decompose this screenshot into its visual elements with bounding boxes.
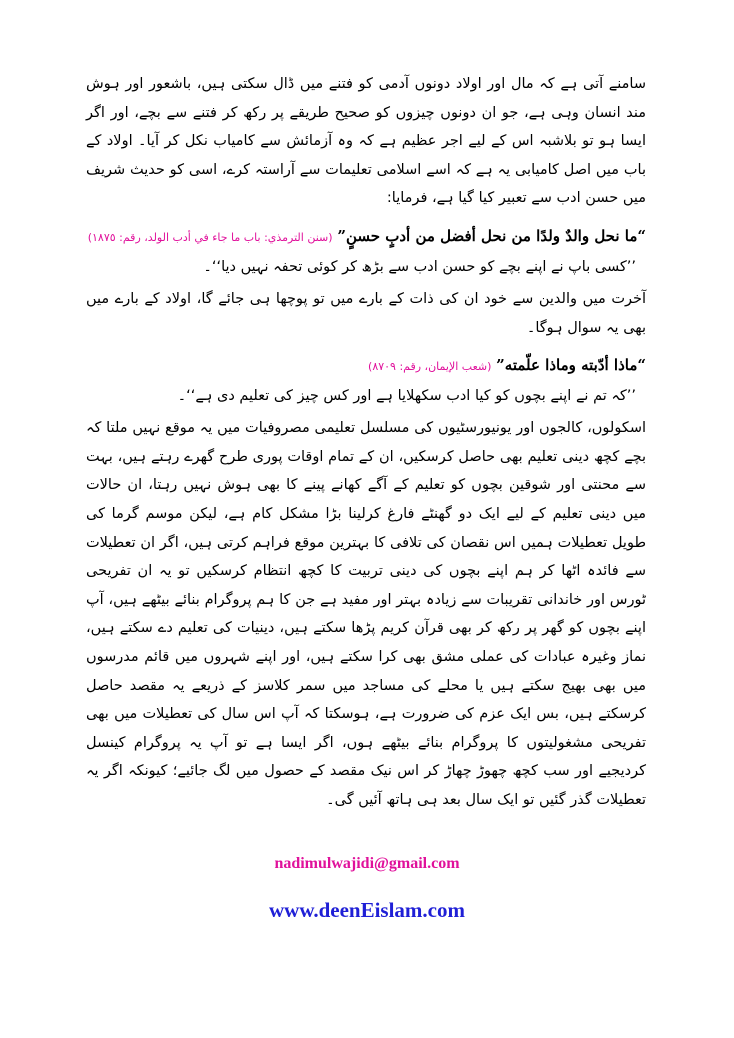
hadith-quote-1 xyxy=(86,221,646,253)
paragraph-intro: سامنے آتی ہے کہ مال اور اولاد دونوں آدمی کو فتنے میں ڈال سکتی ہیں، باشعور اور ہوش مند انسان وہی ہے، جو ان دونوں چیزوں کو صحیح طریقے پر رکھ کر فتنے سے بچے، اور اگر ایسا ہو تو بلاشبہ اس کے لیے اجر عظیم ہے کہ وہ آزمائش سے کامیاب نکل کر آیا۔ اولاد کے باب میں اصل کامیابی یہ ہے کہ اسے اسلامی تعلیمات سے آراستہ کرے، اسی کو حدیث شریف میں حسن ادب سے تعبیر کیا گیا ہے، فرمایا: xyxy=(86,76,646,207)
website-link[interactable]: www.deenEislam.com xyxy=(269,898,465,922)
paragraph-akhirat: آخرت میں والدین سے خود ان کی ذات کے بارے میں تو پوچھا ہی جائے گا، اولاد کے بارے میں بھی یہ سوال ہوگا۔ xyxy=(86,290,646,336)
author-email[interactable]: nadimulwajidi@gmail.com xyxy=(274,855,460,872)
hadith-arabic-2: “ماذا أدّبته وماذا علّمته” xyxy=(496,356,646,375)
hadith-reference-1: (سنن الترمذي: باب ما جاء في أدب الولد، رقم: ١٨٧٥) xyxy=(87,230,333,244)
hadith-reference-2: (شعب الإيمان، رقم: ٨٧٠٩) xyxy=(368,360,492,374)
paragraph-holidays: اسکولوں، کالجوں اور یونیورسٹیوں کی مسلسل تعلیمی مصروفیات میں یہ موقع نہیں ملتا کہ بچے کچھ دینی تعلیم بھی حاصل کرسکیں، ان کے تمام اوقات پوری طرح گھرے رہتے ہیں، بہت سے محنتی اور شوقین بچوں کو تعلیم کے آگے کھانے پینے کا بھی ہوش نہیں رہتا، ان حالات میں دینی تعلیم کے لیے ایک دو گھنٹے فارغ کرلینا بڑا مشکل کام ہے، لیکن موسم گرما کی طویل تعطیلات ہمیں اس نقصان کی تلافی کا بہترین موقع فراہم کرتی ہیں، اگر ان تعطیلات سے فائدہ اٹھا کر ہم اپنے بچوں کی دینی تربیت کا کچھ انتظام کرسکیں تو یہ ان تفریحی ٹورس اور خاندانی تقریبات سے زیادہ بہتر اور مفید ہے جن کا ہم پروگرام بنائے بیٹھے ہیں، آپ اپنے بچوں کو گھر پر رکھ کر بھی قرآن کریم پڑھا سکتے ہیں، دینیات کی تعلیم دے سکتے ہیں، نماز وغیرہ عبادات کی عملی مشق بھی کرا سکتے ہیں، اور اپنے شہروں میں قائم مدرسوں میں بھی بھیج سکتے ہیں یا محلے کی مساجد میں سمر کلاسز کے ذریعے یہ مقصد حاصل کرسکتے ہیں، بس ایک عزم کی ضرورت ہے، ہوسکتا کہ آپ اس سال کی تعطیلات میں بھی تفریحی مشغولیتوں کا پروگرام بنائے بیٹھے ہوں، اگر ایسا ہے تو آپ یہ پروگرام کینسل کردیجیے اور سب کچھ چھوڑ چھاڑ کر اس نیک مقصد کے حصول میں لگ جائیے؛ کیونکہ اگر یہ تعطیلات گذر گئیں تو ایک سال بعد ہی ہاتھ آئیں گی۔ xyxy=(86,420,646,808)
hadith-quote-2 xyxy=(86,350,646,382)
page-content xyxy=(86,70,646,814)
hadith-translation-1: ’’کسی باپ نے اپنے بچے کو حسن ادب سے بڑھ کر کوئی تحفہ نہیں دیا‘‘۔ xyxy=(203,258,636,275)
hadith-translation-2: ’’کہ تم نے اپنے بچوں کو کیا ادب سکھلایا ہے اور کس چیز کی تعلیم دی ہے‘‘۔ xyxy=(177,388,636,405)
hadith-arabic-1: “ما نحل والدٌ ولدًا من نحل أفضل من أدبٍ حسنٍ” xyxy=(337,226,646,245)
